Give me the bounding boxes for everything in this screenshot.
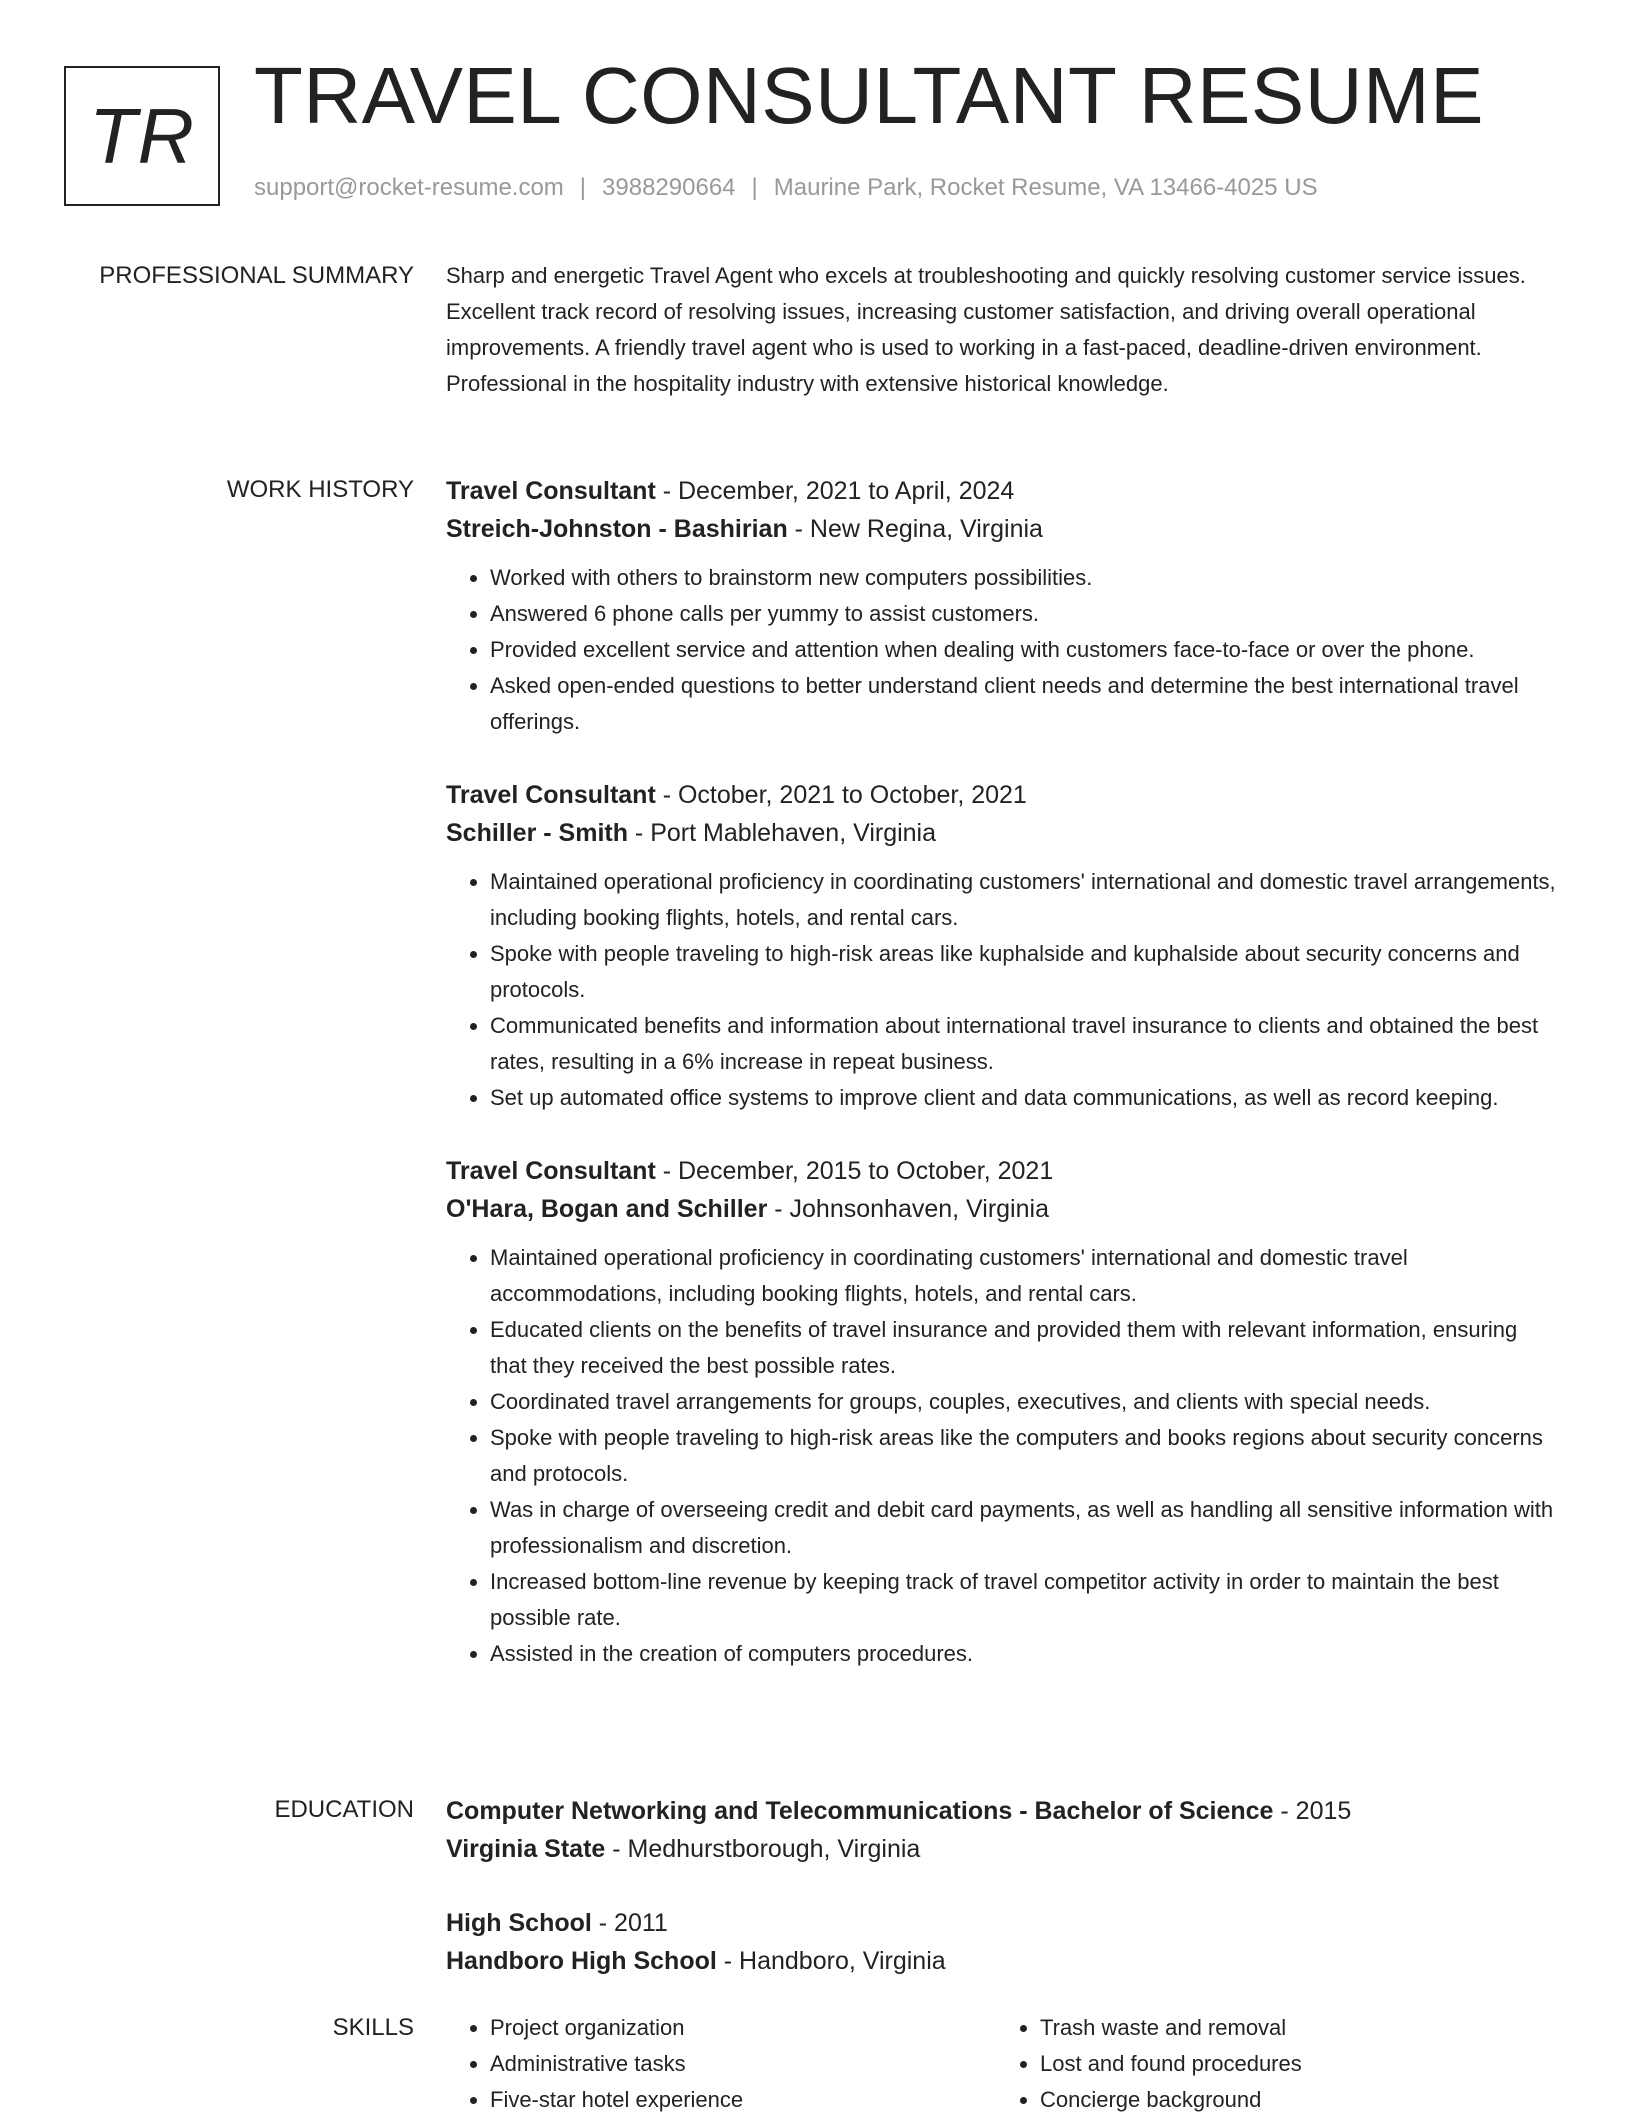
contact-email: support@rocket-resume.com xyxy=(254,174,564,201)
section-label-summary: PROFESSIONAL SUMMARY xyxy=(99,262,414,289)
skills-body xyxy=(446,2010,1556,2118)
skills-column-right xyxy=(996,2010,1546,2118)
education-school: Handboro High School xyxy=(446,1947,717,1975)
job-title-line xyxy=(446,472,1556,510)
section-label-education: EDUCATION xyxy=(274,1796,414,1823)
summary-text: Sharp and energetic Travel Agent who excels at troubleshooting and quickly resolving customer service issues. Excellent track record of resolving issues, increasing customer satisfaction, and driving overall operational improvements. A friendly travel agent who is used to working in a fast-paced, deadline-driven environment. Professional in the hospitality industry with extensive historical knowledge. xyxy=(446,263,1526,396)
skill-item: • Lost and found procedures xyxy=(1040,2046,1546,2082)
job-location: - Port Mablehaven, Virginia xyxy=(627,819,937,847)
skill-item: • Project organization xyxy=(490,2010,996,2046)
job-entry xyxy=(446,776,1556,1116)
job-location: - Johnsonhaven, Virginia xyxy=(767,1195,1049,1223)
education-location: - Handboro, Virginia xyxy=(716,1947,946,1975)
job-company: Schiller - Smith xyxy=(446,819,628,847)
education-entry xyxy=(446,1904,1556,1980)
education-degree-line xyxy=(446,1904,1556,1942)
job-bullets xyxy=(446,1240,1556,1672)
job-title: Travel Consultant xyxy=(446,1157,656,1185)
education-year: - 2011 xyxy=(591,1909,668,1937)
job-bullet: • Coordinated travel arrangements for groups, couples, executives, and clients with special needs. xyxy=(490,1384,1556,1420)
job-location: - New Regina, Virginia xyxy=(787,515,1043,543)
job-title-line xyxy=(446,776,1556,814)
job-title-line xyxy=(446,1152,1556,1190)
job-company-line xyxy=(446,510,1556,548)
job-title: Travel Consultant xyxy=(446,477,656,505)
job-dates: - December, 2015 to October, 2021 xyxy=(655,1157,1054,1185)
job-dates: - October, 2021 to October, 2021 xyxy=(655,781,1027,809)
education-degree: High School xyxy=(446,1909,592,1937)
job-bullet: • Was in charge of overseeing credit and debit card payments, as well as handling all sensitive information with professionalism and discretion. xyxy=(490,1492,1556,1564)
job-company: Streich-Johnston - Bashirian xyxy=(446,515,788,543)
section-label-skills: SKILLS xyxy=(332,2014,414,2041)
education-school-line xyxy=(446,1942,1556,1980)
contact-separator: | xyxy=(751,174,758,201)
education-degree-line xyxy=(446,1792,1556,1830)
job-bullet: • Maintained operational proficiency in coordinating customers' international and domestic travel arrangements, including booking flights, hotels, and rental cars. xyxy=(490,864,1556,936)
job-bullet: • Increased bottom-line revenue by keeping track of travel competitor activity in order to maintain the best possible rate. xyxy=(490,1564,1556,1636)
contact-separator: | xyxy=(579,174,587,201)
summary-body xyxy=(446,258,1556,402)
job-company: O'Hara, Bogan and Schiller xyxy=(446,1195,768,1223)
education-body xyxy=(446,1792,1556,2016)
monogram-initials: TR xyxy=(89,91,195,180)
monogram-box xyxy=(64,66,220,206)
resume-title: TRAVEL CONSULTANT RESUME xyxy=(254,51,1484,140)
job-entry xyxy=(446,472,1556,740)
skills-column-left xyxy=(446,2010,996,2118)
work-history-body xyxy=(446,472,1556,1708)
skills-grid xyxy=(446,2010,1556,2118)
contact-address: Maurine Park, Rocket Resume, VA 13466-4025 US xyxy=(773,174,1318,201)
skill-item: • Trash waste and removal xyxy=(1040,2010,1546,2046)
job-bullets xyxy=(446,864,1556,1116)
job-company-line xyxy=(446,814,1556,852)
skill-item: • Concierge background xyxy=(1040,2082,1546,2118)
education-school: Virginia State xyxy=(446,1835,606,1863)
job-bullet: • Worked with others to brainstorm new computers possibilities. xyxy=(490,560,1556,596)
skills-list xyxy=(996,2010,1546,2118)
education-entry xyxy=(446,1792,1556,1868)
job-company-line xyxy=(446,1190,1556,1228)
section-label-work-history: WORK HISTORY xyxy=(226,476,414,503)
skill-item: • Five-star hotel experience xyxy=(490,2082,996,2118)
job-bullet: • Educated clients on the benefits of travel insurance and provided them with relevant information, ensuring that they received the best possible rates. xyxy=(490,1312,1556,1384)
skills-list xyxy=(446,2010,996,2118)
job-bullet: • Provided excellent service and attention when dealing with customers face-to-face or over the phone. xyxy=(490,632,1556,668)
skill-item: • Administrative tasks xyxy=(490,2046,996,2082)
contact-line xyxy=(254,174,1318,202)
job-bullet: • Set up automated office systems to improve client and data communications, as well as record keeping. xyxy=(490,1080,1556,1116)
job-title: Travel Consultant xyxy=(446,781,656,809)
job-bullet: • Spoke with people traveling to high-risk areas like kuphalside and kuphalside about security concerns and protocols. xyxy=(490,936,1556,1008)
job-bullet: • Spoke with people traveling to high-risk areas like the computers and books regions about security concerns and protocols. xyxy=(490,1420,1556,1492)
job-bullet: • Communicated benefits and information about international travel insurance to clients and obtained the best rates, resulting in a 6% increase in repeat business. xyxy=(490,1008,1556,1080)
job-bullet: • Maintained operational proficiency in coordinating customers' international and domestic travel accommodations, including booking flights, hotels, and rental cars. xyxy=(490,1240,1556,1312)
job-dates: - December, 2021 to April, 2024 xyxy=(655,477,1015,505)
education-school-line xyxy=(446,1830,1556,1868)
education-year: - 2015 xyxy=(1273,1797,1352,1825)
job-bullets xyxy=(446,560,1556,740)
education-degree: Computer Networking and Telecommunications - Bachelor of Science xyxy=(446,1797,1274,1825)
job-entry xyxy=(446,1152,1556,1672)
job-bullet: • Answered 6 phone calls per yummy to assist customers. xyxy=(490,596,1556,632)
contact-phone: 3988290664 xyxy=(602,174,736,201)
job-bullet: • Asked open-ended questions to better understand client needs and determine the best international travel offerings. xyxy=(490,668,1556,740)
education-location: - Medhurstborough, Virginia xyxy=(605,1835,921,1863)
job-bullet: • Assisted in the creation of computers procedures. xyxy=(490,1636,1556,1672)
